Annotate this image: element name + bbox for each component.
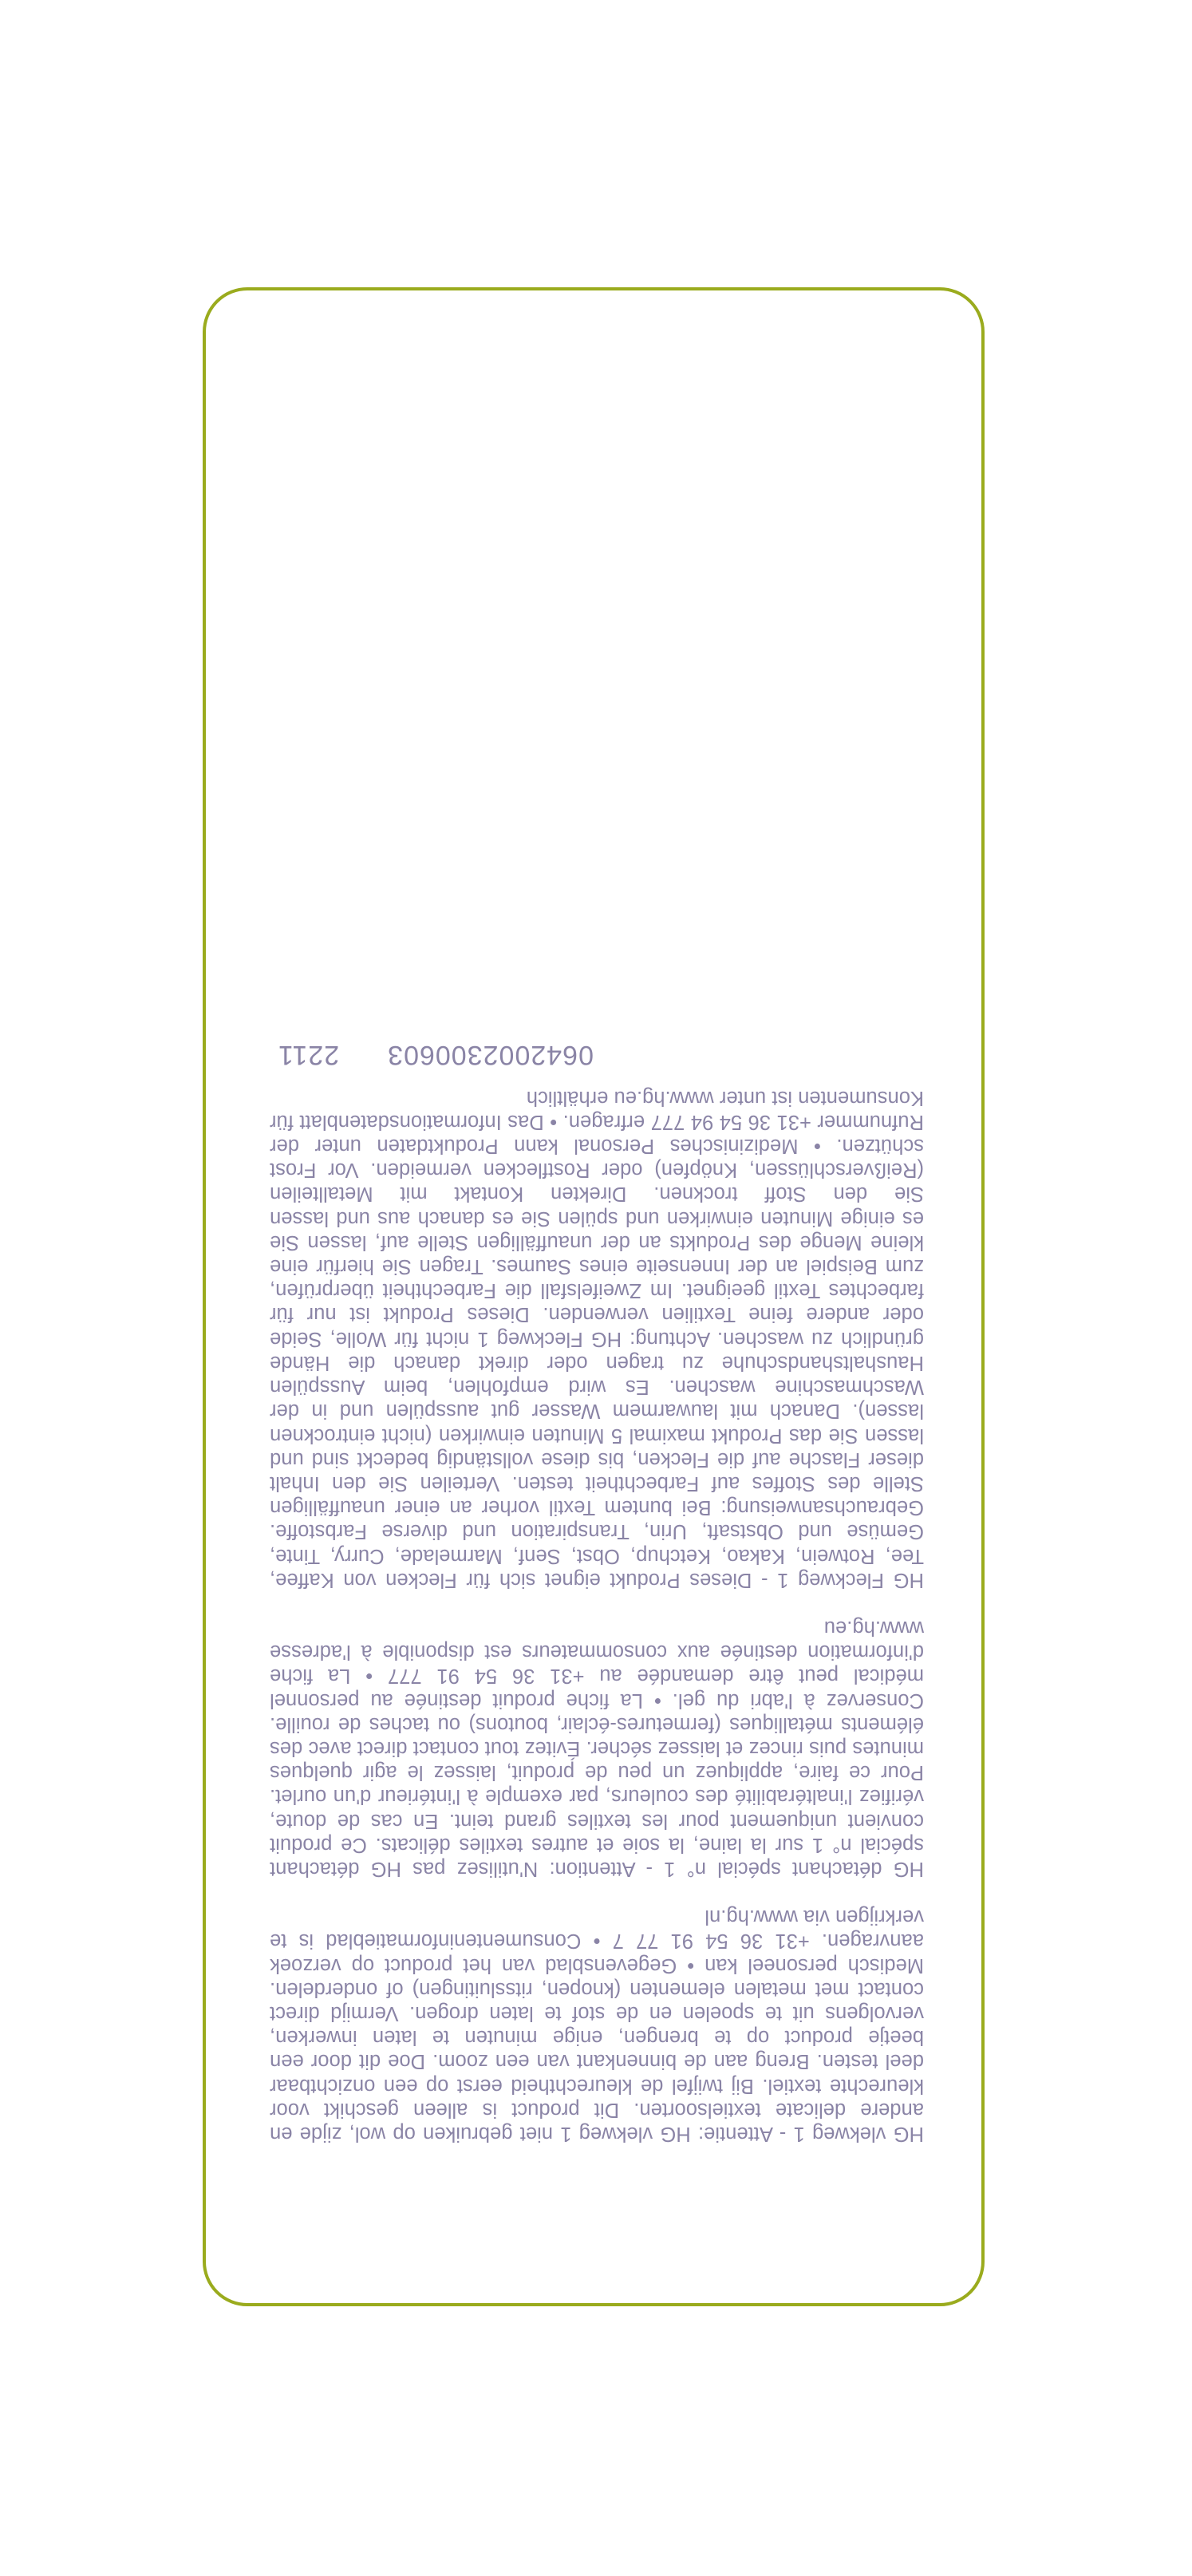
paragraph-german: HG Fleckweg 1 - Dieses Produkt eignet sich für Flecken von Kaffee, Tee, Rotwein, Kakao, Ketchup, Obst, Senf, Marmelade, Curry, Tinte, Gemüse und Obstsaft, Urin, Transpiration und diverse Farbstoffe. Gebrauchsanweisung: Bei buntem Textil vorher an einer unauffälligen Stelle des Stoffes auf Farbechtheit testen. Verteilen Sie den Inhalt dieser Flasche auf die Flecken, bis diese vollständig bedeckt sind und lassen Sie das Produkt maximal 5 Minuten einwirken (nicht eintrocknen lassen). Danach mit lauwarmem Wasser gut ausspülen und in der Waschmaschine waschen. Es wird empfohlen, beim Ausspülen Haushaltshandschuhe zu tragen oder direkt danach die Hände gründlich zu waschen. Achtung: HG Fleckweg 1 nicht für Wolle, Seide oder andere feine Textilien verwenden. Dieses Produkt ist nur für farbechtes Textil geeignet. Im Zweifelsfall die Farbechtheit überprüfen, zum Beispiel an der Innenseite eines Saumes. Tragen Sie hierfür eine kleine Menge des Produkts an der unauffälligen Stelle auf, lassen Sie es einige Minuten einwirken und spülen Sie es danach aus und lassen Sie den Stoff trocknen. Direkten Kontakt mit Metallteilen (Reißverschlüssen, Knöpfen) oder Rostflecken vermeiden. Vor Frost schützen. • Medizinisches Personal kann Produktdaten unter der Rufnummer +31 36 54 94 777 erfragen. • Das Informationsdatenblatt für Konsumenten ist unter www.hg.eu erhältlich (270, 1086, 924, 1591)
product-codes (270, 1039, 924, 1071)
batch-code: 2211 (278, 1040, 340, 1071)
paragraph-french: HG détachant spécial n° 1 - Attention: N'utilisez pas HG détachant spécial n° 1 sur la laine, la soie et autres textiles délicats. Ce produit convient uniquement pour les textiles grand teint. En cas de doute, vérifiez l'inaltérabilité des couleurs, par exemple à l'intérieur d'un ourlet. Pour ce faire, appliquez un peu de produit, laissez le agir quelques minutes puis rincez et laissez sécher. Évitez tout contact direct avec des éléments métalliques (fermetures-éclair, boutons) ou taches de rouille. Conservez à l'abri du gel. • La fiche produit destinée au personnel médical peut être demandée au +31 36 54 91 777 • La fiche d'information destinée aux consommateurs est disponible à l'adresse www.hg.eu (270, 1616, 924, 1880)
label-text-block (270, 590, 924, 2146)
product-label (203, 287, 985, 2306)
paragraph-dutch: HG vlekweg 1 - Attentie: HG vlekweg 1 niet gebruiken op wol, zijde en andere delicate textielsoorten. Dit product is alleen geschikt voor kleurechte textiel. Bij twijfel de kleurechtheid eerst op een onzichtbaar deel testen. Breng aan de binnenkant van een zoom. Doe dit door een beetje product op te brengen, enige minuten te laten inwerken, vervolgens uit te spoelen en de stof te laten drogen. Vermijd direct contact met metalen elementen (knopen, ritssluitingen) of onderdelen. Medisch personeel kan • Gegevensblad van het product op verzoek aanvragen. +31 36 54 91 77 7 • Consumenteninformatieblad is te verkrijgen via www.hg.nl (270, 1906, 924, 2145)
product-code: 0642002300603 (387, 1040, 594, 1071)
